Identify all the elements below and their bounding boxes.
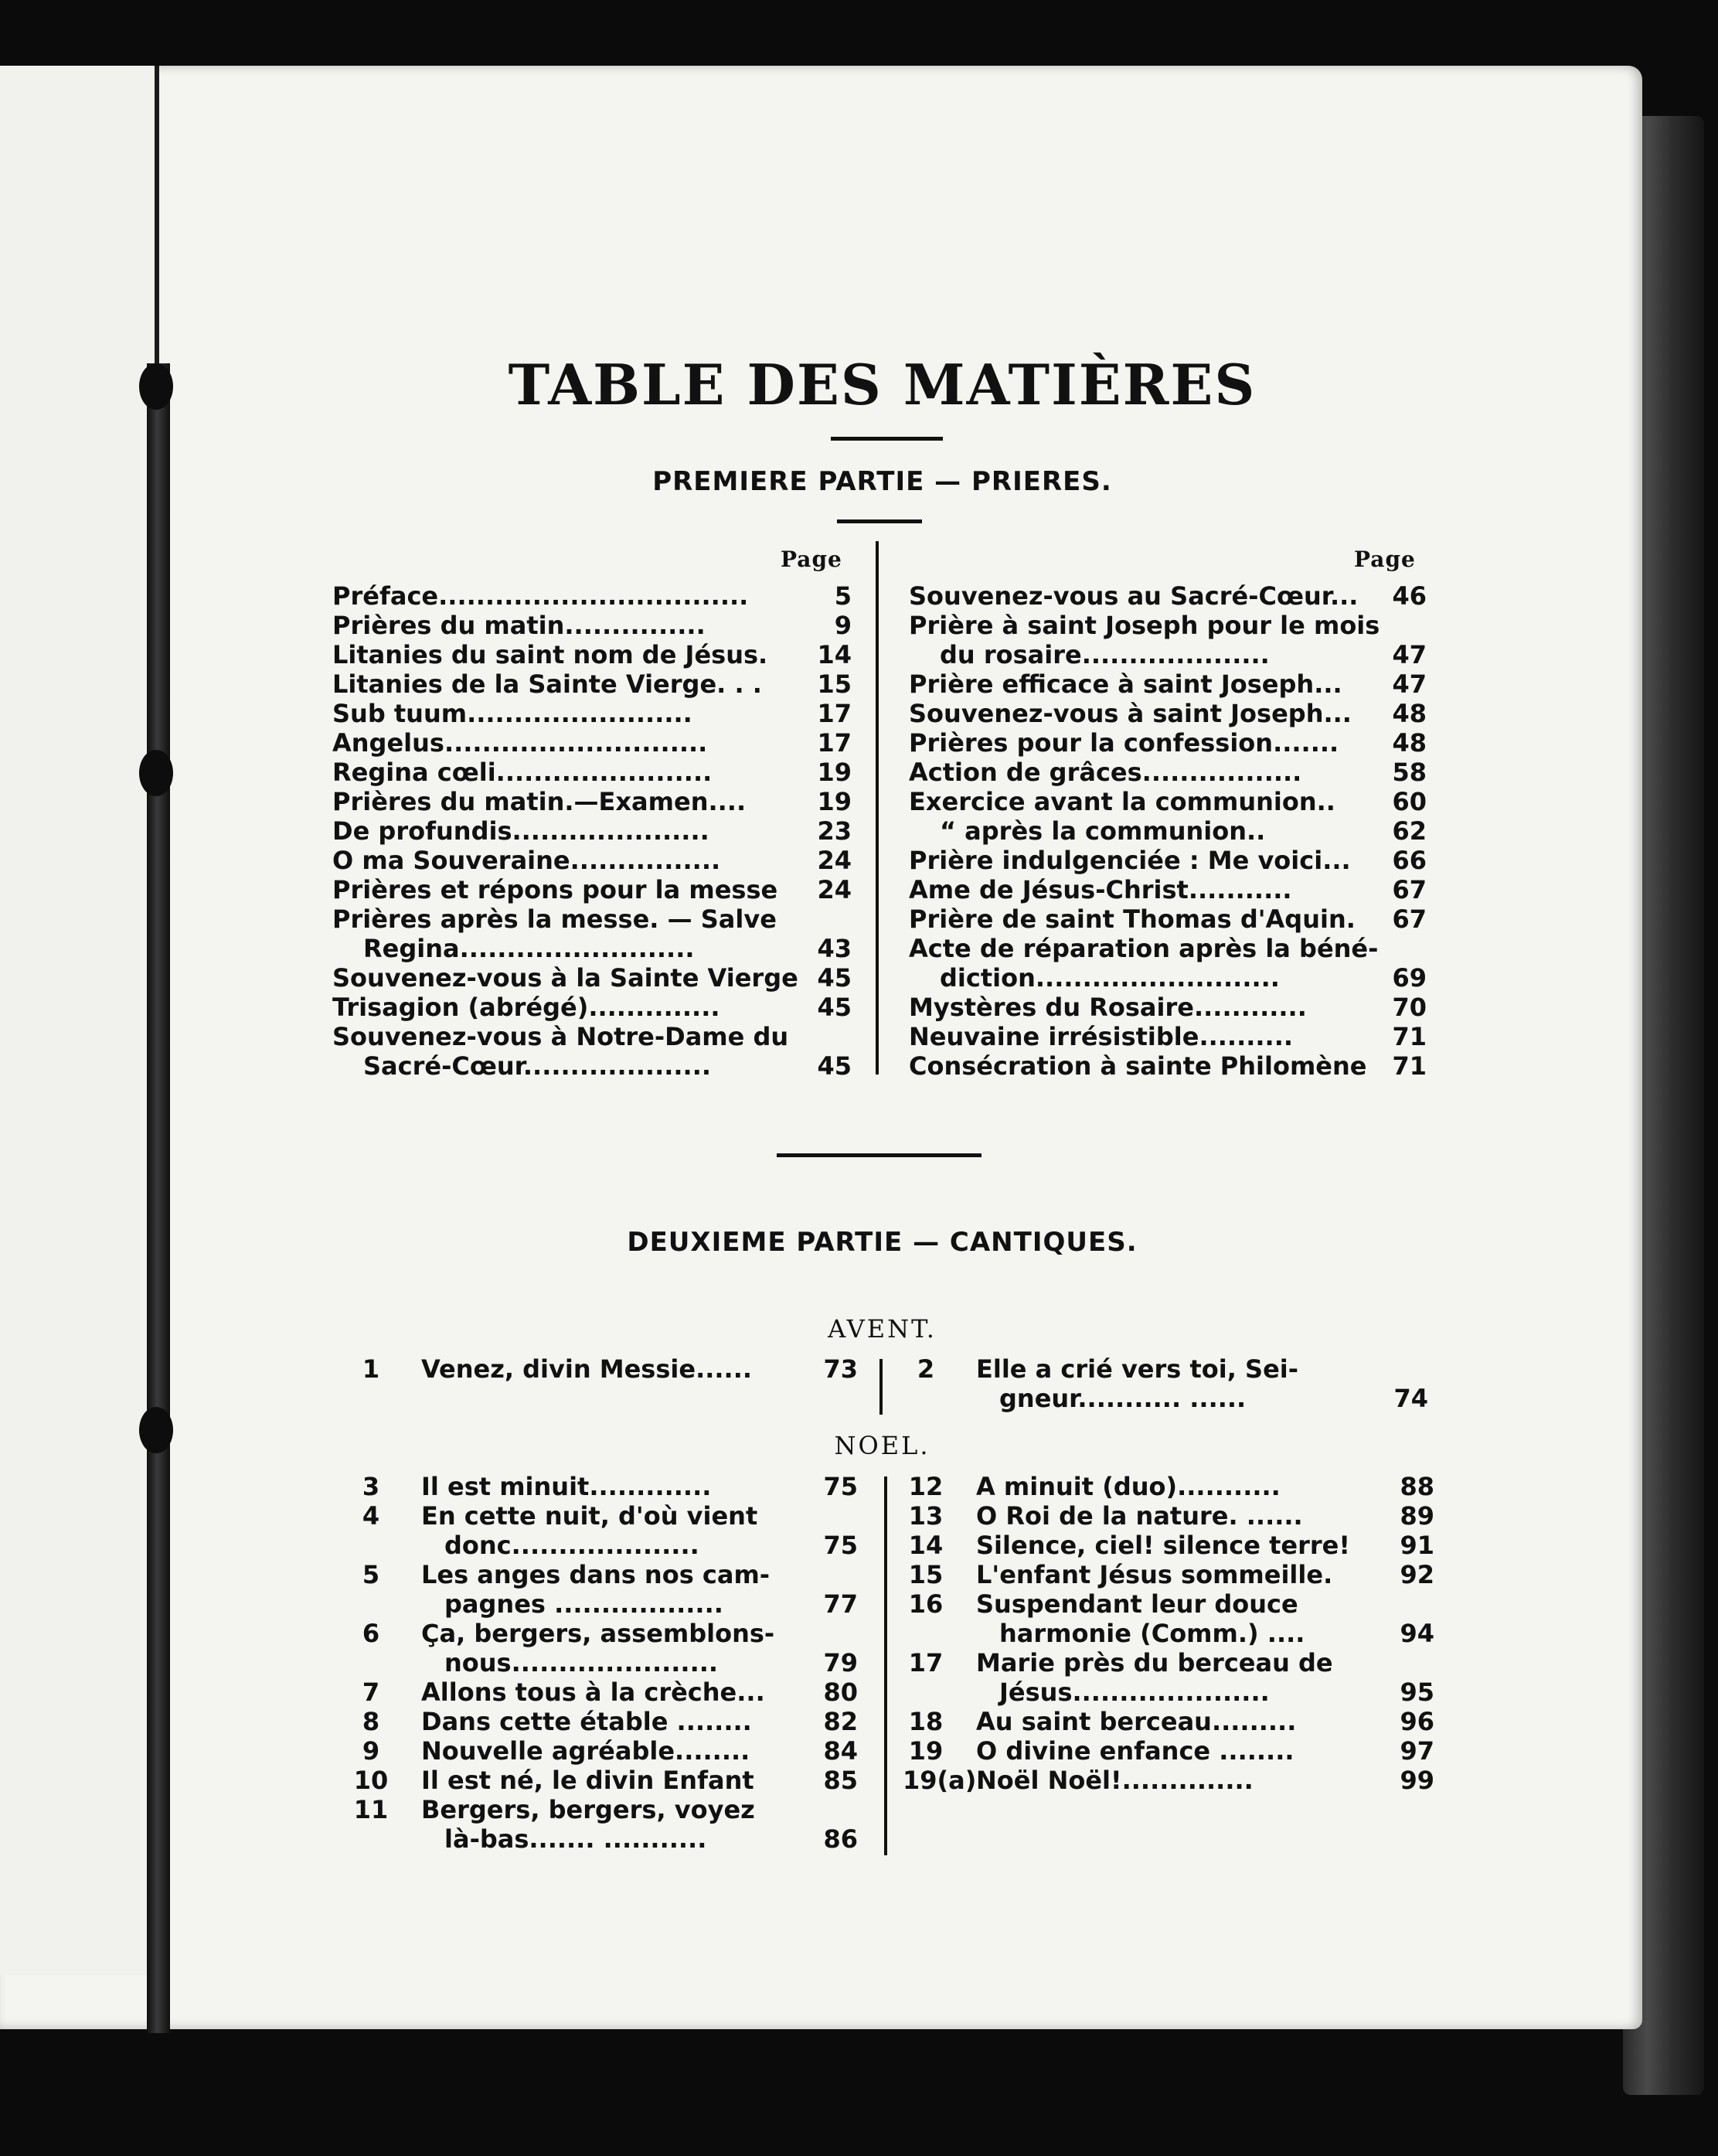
hymn-title: Venez, divin Messie......: [421, 1354, 752, 1384]
hymn-number: 14: [908, 1531, 944, 1560]
toc-entry-title: Prières après la messe. — Salve: [332, 904, 777, 934]
hymn-page: 75: [823, 1531, 858, 1560]
hymn-entry: [903, 1354, 1428, 1384]
hymn-page: 91: [1400, 1531, 1434, 1560]
hymn-page: 97: [1400, 1736, 1434, 1766]
toc-entry: [909, 758, 1427, 787]
toc-entry-title: Prière indulgenciée : Me voici...: [909, 846, 1351, 875]
hymn-number: 8: [362, 1707, 380, 1736]
hymn-title: Jésus.....................: [999, 1677, 1270, 1707]
hymn-number: 10: [353, 1766, 389, 1795]
toc-entry-page: 62: [1392, 816, 1427, 846]
toc-entry-page: 5: [834, 581, 852, 611]
toc-entry-title: Neuvaine irrésistible..........: [909, 1022, 1294, 1051]
toc-entry-page: 24: [817, 875, 852, 904]
section-rule: [777, 1153, 981, 1157]
toc-entry: [332, 904, 852, 934]
toc-entry: [332, 846, 852, 875]
column-divider: [876, 541, 879, 1075]
hymn-page: 74: [1393, 1384, 1428, 1413]
hymn-number: 1: [362, 1354, 380, 1384]
toc-entry: [332, 963, 852, 993]
hymn-page: 99: [1400, 1766, 1434, 1795]
hymn-entry: [903, 1707, 1434, 1736]
toc-entry-title: “ après la communion..: [940, 816, 1266, 846]
hymn-title: pagnes ..................: [444, 1589, 723, 1619]
hymn-page: 80: [823, 1677, 858, 1707]
avent-right-list: [903, 1354, 1428, 1413]
hymn-number: 3: [362, 1472, 380, 1501]
hymn-entry: [348, 1472, 858, 1501]
hymn-page: 73: [823, 1354, 858, 1384]
toc-entry-page: 66: [1392, 846, 1427, 875]
toc-entry: [909, 669, 1427, 699]
hymn-entry: [903, 1472, 1434, 1501]
toc-entry-title: Souvenez-vous à la Sainte Vierge: [332, 963, 798, 993]
toc-entry-title: Souvenez-vous à saint Joseph...: [909, 699, 1352, 728]
toc-entry-title: Prière de saint Thomas d'Aquin.: [909, 904, 1356, 934]
toc-entry: [332, 581, 852, 611]
toc-entry: [332, 669, 852, 699]
hymn-number: 7: [362, 1677, 380, 1707]
avent-left-list: [348, 1354, 858, 1384]
hymn-title: Il est né, le divin Enfant: [421, 1766, 754, 1795]
title-rule: [831, 437, 943, 441]
hymn-title: L'enfant Jésus sommeille.: [976, 1560, 1333, 1589]
toc-entry-title: Acte de réparation après la béné-: [909, 934, 1379, 963]
noel-right-list: [903, 1472, 1434, 1795]
toc-entry-page: 58: [1392, 758, 1427, 787]
hymn-entry: [348, 1795, 858, 1824]
toc-entry-title: du rosaire....................: [940, 640, 1270, 669]
toc-entry-page: 67: [1392, 875, 1427, 904]
hymn-title: Bergers, bergers, voyez: [421, 1795, 755, 1824]
toc-entry-title: Prières du matin.—Examen....: [332, 787, 747, 816]
toc-entry: [909, 728, 1427, 758]
hymn-number: 12: [908, 1472, 944, 1501]
hymn-page: 82: [823, 1707, 858, 1736]
toc-entry-page: 70: [1392, 993, 1427, 1022]
part1-rule: [837, 519, 922, 523]
hymn-number: 16: [908, 1589, 944, 1619]
hymn-number: 17: [908, 1648, 944, 1677]
toc-entry: [909, 963, 1427, 993]
hymn-page: 89: [1400, 1501, 1434, 1531]
toc-entry-title: Regina cœli.......................: [332, 758, 713, 787]
toc-entry-title: Mystères du Rosaire............: [909, 993, 1307, 1022]
hymn-entry: [903, 1531, 1434, 1560]
toc-entry: [909, 993, 1427, 1022]
toc-entry-page: 48: [1392, 728, 1427, 758]
toc-entry: [909, 1022, 1427, 1051]
toc-entry-title: Préface.................................: [332, 581, 749, 611]
hymn-page: 77: [823, 1589, 858, 1619]
hymn-title: nous......................: [444, 1648, 719, 1677]
hymn-entry: [348, 1560, 858, 1589]
hymn-title: O Roi de la nature. ......: [976, 1501, 1303, 1531]
hymn-title: donc....................: [444, 1531, 699, 1560]
toc-entry-page: 46: [1392, 581, 1427, 611]
hymn-title: là-bas....... ...........: [444, 1824, 707, 1854]
hymn-page: 95: [1400, 1677, 1434, 1707]
toc-entry: [332, 787, 852, 816]
hymn-title: Marie près du berceau de: [976, 1648, 1333, 1677]
hymn-entry: [348, 1531, 858, 1560]
hymn-entry: [348, 1766, 858, 1795]
toc-entry-title: Exercice avant la communion..: [909, 787, 1335, 816]
toc-entry: [332, 640, 852, 669]
hymn-title: O divine enfance ........: [976, 1736, 1294, 1766]
hymn-page: 92: [1400, 1560, 1434, 1589]
toc-entry-page: 15: [817, 669, 852, 699]
toc-entry-page: 47: [1392, 669, 1427, 699]
toc-entry: [909, 640, 1427, 669]
hymn-title: Noël Noël!..............: [976, 1766, 1254, 1795]
toc-entry-page: 17: [817, 699, 852, 728]
hymn-title: Elle a crié vers toi, Sei-: [976, 1354, 1299, 1384]
hymn-entry: [903, 1501, 1434, 1531]
hymn-number: 15: [908, 1560, 944, 1589]
toc-entry: [332, 1022, 852, 1051]
hymn-title: Au saint berceau.........: [976, 1707, 1297, 1736]
toc-entry-title: Prières pour la confession.......: [909, 728, 1339, 758]
hymn-page: 86: [823, 1824, 858, 1854]
hymn-number: 18: [908, 1707, 944, 1736]
hymn-entry: [348, 1736, 858, 1766]
toc-entry-title: Prière à saint Joseph pour le mois: [909, 611, 1380, 640]
hymn-page: 96: [1400, 1707, 1434, 1736]
toc-entry: [332, 993, 852, 1022]
toc-entry-page: 67: [1392, 904, 1427, 934]
right-page-header: Page: [1354, 547, 1416, 572]
toc-entry-page: 71: [1392, 1051, 1427, 1081]
page-title: TABLE DES MATIÈRES: [508, 352, 1257, 417]
hymn-entry: [348, 1354, 858, 1384]
hymn-number: 11: [353, 1795, 389, 1824]
hymn-entry: [348, 1501, 858, 1531]
hymn-title: Allons tous à la crèche...: [421, 1677, 765, 1707]
hymn-page: 94: [1400, 1619, 1434, 1648]
toc-entry-page: 24: [817, 846, 852, 875]
hymn-entry: [348, 1589, 858, 1619]
toc-entry-title: Souvenez-vous à Notre-Dame du: [332, 1022, 789, 1051]
hymn-title: Ça, bergers, assemblons-: [421, 1619, 775, 1648]
hymn-title: Les anges dans nos cam-: [421, 1560, 771, 1589]
toc-entry: [332, 875, 852, 904]
hymn-number: 9: [362, 1736, 380, 1766]
toc-entry: [909, 1051, 1427, 1081]
noel-divider: [884, 1477, 887, 1855]
hymn-title: Il est minuit.............: [421, 1472, 712, 1501]
toc-entry-title: Angelus............................: [332, 728, 708, 758]
hymn-number: 2: [917, 1354, 935, 1384]
hymn-title: Suspendant leur douce: [976, 1589, 1298, 1619]
hymn-entry: [348, 1619, 858, 1648]
toc-entry-title: Litanies du saint nom de Jésus.: [332, 640, 768, 669]
hymn-page: 79: [823, 1648, 858, 1677]
toc-entry-page: 9: [834, 611, 852, 640]
toc-entry: [909, 699, 1427, 728]
hymn-entry: [348, 1677, 858, 1707]
hymn-entry: [348, 1707, 858, 1736]
toc-entry-page: 47: [1392, 640, 1427, 669]
hymn-title: Silence, ciel! silence terre!: [976, 1531, 1350, 1560]
toc-entry: [332, 816, 852, 846]
toc-entry-page: 14: [817, 640, 852, 669]
toc-entry: [909, 787, 1427, 816]
toc-entry-page: 43: [817, 934, 852, 963]
avent-divider: [879, 1359, 883, 1415]
hymn-number: 19: [908, 1736, 944, 1766]
hymn-title: En cette nuit, d'où vient: [421, 1501, 758, 1531]
hymn-entry: [903, 1766, 1434, 1795]
toc-entry-page: 69: [1392, 963, 1427, 993]
toc-entry-page: 23: [817, 816, 852, 846]
hymn-page: 88: [1400, 1472, 1434, 1501]
hymn-page: 84: [823, 1736, 858, 1766]
noel-left-list: [348, 1472, 858, 1854]
toc-entry: [909, 611, 1427, 640]
noel-heading: NOEL.: [834, 1431, 930, 1460]
hymn-number: 4: [362, 1501, 380, 1531]
avent-heading: AVENT.: [828, 1314, 937, 1344]
hymn-entry: [348, 1648, 858, 1677]
toc-entry-title: Consécration à sainte Philomène: [909, 1051, 1367, 1081]
toc-entry-title: De profundis.....................: [332, 816, 709, 846]
toc-entry-title: Regina.........................: [363, 934, 695, 963]
hymn-number: 19(a): [903, 1766, 977, 1795]
left-page-header: Page: [781, 547, 842, 572]
toc-entry-page: 60: [1392, 787, 1427, 816]
toc-entry-title: Sub tuum........................: [332, 699, 692, 728]
toc-entry-title: Souvenez-vous au Sacré-Cœur...: [909, 581, 1359, 611]
toc-entry-title: Prières du matin...............: [332, 611, 706, 640]
hymn-entry: [903, 1619, 1434, 1648]
toc-entry-title: Action de grâces.................: [909, 758, 1302, 787]
hymn-title: harmonie (Comm.) ....: [999, 1619, 1305, 1648]
hymn-number: 6: [362, 1619, 380, 1648]
part2-heading: DEUXIEME PARTIE — CANTIQUES.: [627, 1227, 1138, 1258]
toc-entry-title: Prières et répons pour la messe: [332, 875, 778, 904]
toc-right-column: [909, 581, 1427, 1081]
toc-entry: [332, 1051, 852, 1081]
hymn-entry: [903, 1736, 1434, 1766]
hymn-entry: [903, 1384, 1428, 1413]
toc-entry-page: 45: [817, 963, 852, 993]
hymn-number: 5: [362, 1560, 380, 1589]
toc-entry-page: 45: [817, 993, 852, 1022]
toc-entry-title: Prière efficace à saint Joseph...: [909, 669, 1342, 699]
hymn-entry: [903, 1560, 1434, 1589]
toc-entry-title: Litanies de la Sainte Vierge. . .: [332, 669, 762, 699]
hymn-entry: [348, 1824, 858, 1854]
toc-entry: [909, 846, 1427, 875]
toc-entry: [332, 699, 852, 728]
toc-entry: [909, 875, 1427, 904]
toc-entry: [332, 611, 852, 640]
hymn-title: Nouvelle agréable........: [421, 1736, 750, 1766]
toc-entry-title: Trisagion (abrégé)..............: [332, 993, 720, 1022]
part1-heading: PREMIERE PARTIE — PRIERES.: [652, 466, 1112, 497]
hymn-title: gneur........... ......: [999, 1384, 1247, 1413]
toc-entry-title: diction..........................: [940, 963, 1280, 993]
hymn-title: A minuit (duo)...........: [976, 1472, 1281, 1501]
toc-entry-title: Sacré-Cœur....................: [363, 1051, 711, 1081]
toc-entry: [332, 758, 852, 787]
toc-entry-title: Ame de Jésus-Christ...........: [909, 875, 1292, 904]
toc-entry: [909, 904, 1427, 934]
toc-entry-page: 71: [1392, 1022, 1427, 1051]
hymn-title: Dans cette étable ........: [421, 1707, 752, 1736]
hymn-page: 75: [823, 1472, 858, 1501]
toc-entry-page: 45: [817, 1051, 852, 1081]
toc-entry: [909, 934, 1427, 963]
toc-entry-page: 19: [817, 758, 852, 787]
toc-entry-title: O ma Souveraine................: [332, 846, 721, 875]
toc-left-column: [332, 581, 852, 1081]
toc-entry: [332, 728, 852, 758]
hymn-entry: [903, 1677, 1434, 1707]
hymn-entry: [903, 1648, 1434, 1677]
toc-entry-page: 48: [1392, 699, 1427, 728]
toc-entry: [909, 581, 1427, 611]
hymn-number: 13: [908, 1501, 944, 1531]
toc-entry: [332, 934, 852, 963]
hymn-entry: [903, 1589, 1434, 1619]
toc-entry: [909, 816, 1427, 846]
toc-entry-page: 19: [817, 787, 852, 816]
hymn-page: 85: [823, 1766, 858, 1795]
toc-entry-page: 17: [817, 728, 852, 758]
